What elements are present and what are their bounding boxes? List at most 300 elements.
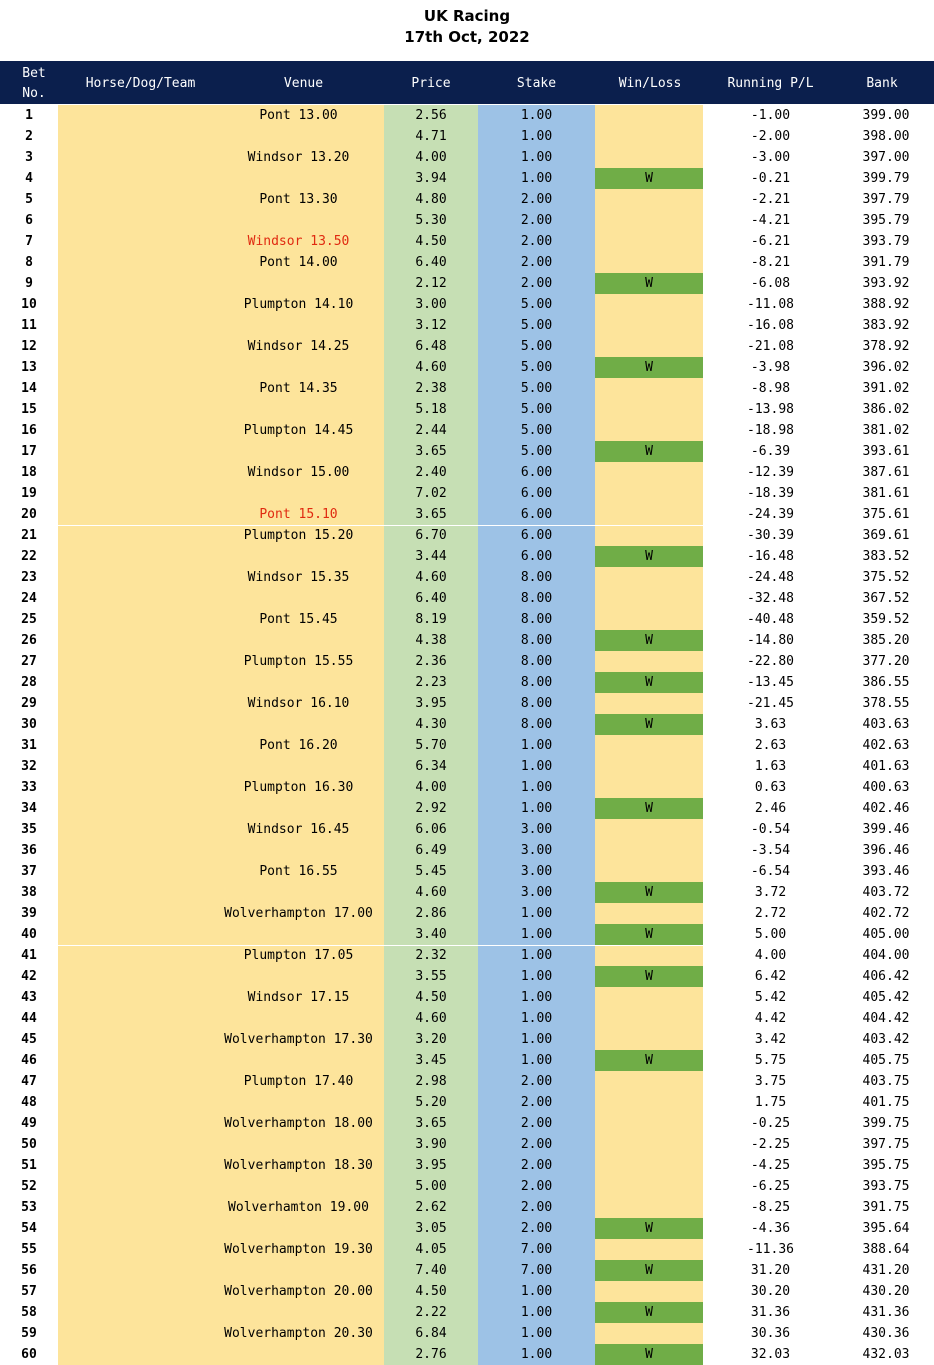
running-pl-cell[interactable]: -18.98 bbox=[747, 423, 794, 438]
stake-cell[interactable]: 1.00 bbox=[478, 105, 595, 126]
winloss-cell[interactable]: W bbox=[595, 273, 703, 294]
running-pl-cell[interactable]: 4.00 bbox=[754, 948, 787, 963]
venue-cell[interactable] bbox=[213, 1134, 384, 1155]
price-cell[interactable]: 6.49 bbox=[384, 840, 478, 861]
price-cell[interactable]: 2.44 bbox=[384, 420, 478, 441]
running-pl-cell[interactable]: -2.21 bbox=[750, 192, 791, 207]
winloss-cell[interactable] bbox=[595, 210, 703, 231]
bank-cell[interactable]: 397.79 bbox=[862, 192, 910, 207]
venue-cell[interactable] bbox=[213, 1218, 384, 1239]
price-cell[interactable]: 4.60 bbox=[384, 1008, 478, 1029]
bank-cell[interactable]: 383.92 bbox=[862, 318, 910, 333]
bet-number-cell[interactable]: 54 bbox=[21, 1221, 37, 1236]
price-cell[interactable]: 7.02 bbox=[384, 483, 478, 504]
horse-cell[interactable] bbox=[58, 672, 213, 693]
bank-cell[interactable]: 403.72 bbox=[862, 885, 910, 900]
running-pl-cell[interactable]: 2.46 bbox=[754, 801, 787, 816]
price-cell[interactable]: 3.12 bbox=[384, 315, 478, 336]
winloss-cell[interactable] bbox=[595, 987, 703, 1008]
horse-cell[interactable] bbox=[58, 609, 213, 630]
running-pl-cell[interactable]: -3.98 bbox=[750, 360, 791, 375]
stake-cell[interactable]: 8.00 bbox=[478, 588, 595, 609]
bank-cell[interactable]: 378.55 bbox=[862, 696, 910, 711]
horse-cell[interactable] bbox=[58, 924, 213, 945]
stake-cell[interactable]: 6.00 bbox=[478, 546, 595, 567]
venue-cell[interactable] bbox=[213, 441, 384, 462]
price-cell[interactable]: 2.23 bbox=[384, 672, 478, 693]
running-pl-cell[interactable]: -21.08 bbox=[747, 339, 794, 354]
horse-cell[interactable] bbox=[58, 1260, 213, 1281]
stake-cell[interactable]: 1.00 bbox=[478, 1029, 595, 1050]
horse-cell[interactable] bbox=[58, 420, 213, 441]
stake-cell[interactable]: 2.00 bbox=[478, 1155, 595, 1176]
bank-cell[interactable]: 369.61 bbox=[862, 528, 910, 543]
winloss-cell[interactable] bbox=[595, 126, 703, 147]
winloss-cell[interactable] bbox=[595, 525, 703, 546]
bet-number-cell[interactable]: 57 bbox=[21, 1284, 37, 1299]
bank-cell[interactable]: 381.61 bbox=[862, 486, 910, 501]
winloss-cell[interactable] bbox=[595, 777, 703, 798]
venue-cell[interactable]: Wolverhampton 19.30 bbox=[213, 1239, 384, 1260]
bet-number-cell[interactable]: 45 bbox=[21, 1032, 37, 1047]
price-cell[interactable]: 3.44 bbox=[384, 546, 478, 567]
venue-cell[interactable]: Wolverhampton 18.00 bbox=[213, 1113, 384, 1134]
price-cell[interactable]: 4.05 bbox=[384, 1239, 478, 1260]
bet-number-cell[interactable]: 7 bbox=[25, 234, 33, 249]
bank-cell[interactable]: 405.00 bbox=[862, 927, 910, 942]
horse-cell[interactable] bbox=[58, 525, 213, 546]
stake-cell[interactable]: 1.00 bbox=[478, 168, 595, 189]
bet-number-cell[interactable]: 37 bbox=[21, 864, 37, 879]
bank-cell[interactable]: 402.72 bbox=[862, 906, 910, 921]
horse-cell[interactable] bbox=[58, 378, 213, 399]
bank-cell[interactable]: 399.00 bbox=[862, 108, 910, 123]
horse-cell[interactable] bbox=[58, 126, 213, 147]
bet-number-cell[interactable]: 40 bbox=[21, 927, 37, 942]
running-pl-cell[interactable]: -13.98 bbox=[747, 402, 794, 417]
bank-cell[interactable]: 401.63 bbox=[862, 759, 910, 774]
venue-cell[interactable] bbox=[213, 672, 384, 693]
stake-cell[interactable]: 8.00 bbox=[478, 567, 595, 588]
price-cell[interactable]: 4.60 bbox=[384, 567, 478, 588]
stake-cell[interactable]: 2.00 bbox=[478, 1071, 595, 1092]
venue-cell[interactable] bbox=[213, 315, 384, 336]
stake-cell[interactable]: 1.00 bbox=[478, 924, 595, 945]
running-pl-cell[interactable]: 30.36 bbox=[750, 1326, 791, 1341]
venue-cell[interactable]: Plumpton 17.05 bbox=[213, 945, 384, 966]
venue-cell[interactable]: Plumpton 17.40 bbox=[213, 1071, 384, 1092]
bank-cell[interactable]: 406.42 bbox=[862, 969, 910, 984]
running-pl-cell[interactable]: -40.48 bbox=[747, 612, 794, 627]
bet-number-cell[interactable]: 58 bbox=[21, 1305, 37, 1320]
bank-cell[interactable]: 381.02 bbox=[862, 423, 910, 438]
bet-number-cell[interactable]: 14 bbox=[21, 381, 37, 396]
horse-cell[interactable] bbox=[58, 1113, 213, 1134]
stake-cell[interactable]: 7.00 bbox=[478, 1260, 595, 1281]
winloss-cell[interactable] bbox=[595, 483, 703, 504]
bank-cell[interactable]: 386.55 bbox=[862, 675, 910, 690]
winloss-cell[interactable] bbox=[595, 1029, 703, 1050]
bank-cell[interactable]: 375.61 bbox=[862, 507, 910, 522]
stake-cell[interactable]: 1.00 bbox=[478, 945, 595, 966]
venue-cell[interactable]: Plumpton 14.45 bbox=[213, 420, 384, 441]
running-pl-cell[interactable]: -6.08 bbox=[750, 276, 791, 291]
winloss-cell[interactable] bbox=[595, 945, 703, 966]
venue-cell[interactable] bbox=[213, 714, 384, 735]
winloss-cell[interactable] bbox=[595, 105, 703, 126]
stake-cell[interactable]: 8.00 bbox=[478, 693, 595, 714]
bank-cell[interactable]: 367.52 bbox=[862, 591, 910, 606]
running-pl-cell[interactable]: -0.54 bbox=[750, 822, 791, 837]
bank-cell[interactable]: 405.42 bbox=[862, 990, 910, 1005]
venue-cell[interactable]: Pont 15.10 bbox=[213, 504, 384, 525]
winloss-cell[interactable] bbox=[595, 819, 703, 840]
stake-cell[interactable]: 8.00 bbox=[478, 630, 595, 651]
running-pl-cell[interactable]: -13.45 bbox=[747, 675, 794, 690]
bet-number-cell[interactable]: 15 bbox=[21, 402, 37, 417]
running-pl-cell[interactable]: 2.72 bbox=[754, 906, 787, 921]
bank-cell[interactable]: 377.20 bbox=[862, 654, 910, 669]
price-cell[interactable]: 7.40 bbox=[384, 1260, 478, 1281]
venue-cell[interactable]: Pont 14.00 bbox=[213, 252, 384, 273]
stake-cell[interactable]: 5.00 bbox=[478, 315, 595, 336]
bank-cell[interactable]: 397.75 bbox=[862, 1137, 910, 1152]
horse-cell[interactable] bbox=[58, 840, 213, 861]
running-pl-cell[interactable]: -21.45 bbox=[747, 696, 794, 711]
bank-cell[interactable]: 400.63 bbox=[862, 780, 910, 795]
stake-cell[interactable]: 2.00 bbox=[478, 1092, 595, 1113]
running-pl-cell[interactable]: -24.39 bbox=[747, 507, 794, 522]
venue-cell[interactable] bbox=[213, 210, 384, 231]
venue-cell[interactable] bbox=[213, 630, 384, 651]
venue-cell[interactable] bbox=[213, 357, 384, 378]
winloss-cell[interactable] bbox=[595, 420, 703, 441]
bet-number-cell[interactable]: 35 bbox=[21, 822, 37, 837]
bet-number-cell[interactable]: 13 bbox=[21, 360, 37, 375]
horse-cell[interactable] bbox=[58, 987, 213, 1008]
bank-cell[interactable]: 396.02 bbox=[862, 360, 910, 375]
running-pl-cell[interactable]: 1.63 bbox=[754, 759, 787, 774]
horse-cell[interactable] bbox=[58, 252, 213, 273]
winloss-cell[interactable] bbox=[595, 462, 703, 483]
bet-number-cell[interactable]: 56 bbox=[21, 1263, 37, 1278]
stake-cell[interactable]: 2.00 bbox=[478, 231, 595, 252]
horse-cell[interactable] bbox=[58, 798, 213, 819]
running-pl-cell[interactable]: -24.48 bbox=[747, 570, 794, 585]
winloss-cell[interactable]: W bbox=[595, 630, 703, 651]
price-cell[interactable]: 4.50 bbox=[384, 1281, 478, 1302]
venue-cell[interactable]: Windsor 16.45 bbox=[213, 819, 384, 840]
venue-cell[interactable] bbox=[213, 483, 384, 504]
price-cell[interactable]: 3.45 bbox=[384, 1050, 478, 1071]
venue-cell[interactable] bbox=[213, 882, 384, 903]
stake-cell[interactable]: 2.00 bbox=[478, 1197, 595, 1218]
stake-cell[interactable]: 6.00 bbox=[478, 462, 595, 483]
running-pl-cell[interactable]: 3.42 bbox=[754, 1032, 787, 1047]
winloss-cell[interactable] bbox=[595, 1323, 703, 1344]
running-pl-cell[interactable]: -32.48 bbox=[747, 591, 794, 606]
horse-cell[interactable] bbox=[58, 147, 213, 168]
bank-cell[interactable]: 397.00 bbox=[862, 150, 910, 165]
venue-cell[interactable]: Wolverhampton 20.30 bbox=[213, 1323, 384, 1344]
horse-cell[interactable] bbox=[58, 903, 213, 924]
bet-number-cell[interactable]: 20 bbox=[21, 507, 37, 522]
price-cell[interactable]: 3.65 bbox=[384, 1113, 478, 1134]
bet-number-cell[interactable]: 3 bbox=[25, 150, 33, 165]
price-cell[interactable]: 2.98 bbox=[384, 1071, 478, 1092]
bank-cell[interactable]: 393.92 bbox=[862, 276, 910, 291]
venue-cell[interactable] bbox=[213, 966, 384, 987]
bet-number-cell[interactable]: 26 bbox=[21, 633, 37, 648]
venue-cell[interactable] bbox=[213, 273, 384, 294]
bet-number-cell[interactable]: 27 bbox=[21, 654, 37, 669]
winloss-cell[interactable] bbox=[595, 315, 703, 336]
horse-cell[interactable] bbox=[58, 336, 213, 357]
winloss-cell[interactable] bbox=[595, 1155, 703, 1176]
price-cell[interactable]: 4.00 bbox=[384, 777, 478, 798]
horse-cell[interactable] bbox=[58, 630, 213, 651]
venue-cell[interactable] bbox=[213, 546, 384, 567]
bet-number-cell[interactable]: 24 bbox=[21, 591, 37, 606]
winloss-cell[interactable] bbox=[595, 609, 703, 630]
running-pl-cell[interactable]: 31.36 bbox=[750, 1305, 791, 1320]
horse-cell[interactable] bbox=[58, 189, 213, 210]
running-pl-cell[interactable]: -16.48 bbox=[747, 549, 794, 564]
bet-number-cell[interactable]: 12 bbox=[21, 339, 37, 354]
horse-cell[interactable] bbox=[58, 882, 213, 903]
running-pl-cell[interactable]: 5.75 bbox=[754, 1053, 787, 1068]
horse-cell[interactable] bbox=[58, 966, 213, 987]
bank-cell[interactable]: 393.61 bbox=[862, 444, 910, 459]
bet-number-cell[interactable]: 31 bbox=[21, 738, 37, 753]
stake-cell[interactable]: 6.00 bbox=[478, 525, 595, 546]
horse-cell[interactable] bbox=[58, 168, 213, 189]
winloss-cell[interactable] bbox=[595, 693, 703, 714]
stake-cell[interactable]: 1.00 bbox=[478, 798, 595, 819]
stake-cell[interactable]: 5.00 bbox=[478, 294, 595, 315]
running-pl-cell[interactable]: -11.36 bbox=[747, 1242, 794, 1257]
bank-cell[interactable]: 398.00 bbox=[862, 129, 910, 144]
bank-cell[interactable]: 395.64 bbox=[862, 1221, 910, 1236]
horse-cell[interactable] bbox=[58, 273, 213, 294]
bet-number-cell[interactable]: 23 bbox=[21, 570, 37, 585]
venue-cell[interactable]: Plumpton 15.55 bbox=[213, 651, 384, 672]
price-cell[interactable]: 4.71 bbox=[384, 126, 478, 147]
stake-cell[interactable]: 2.00 bbox=[478, 210, 595, 231]
bank-cell[interactable]: 385.20 bbox=[862, 633, 910, 648]
winloss-cell[interactable] bbox=[595, 861, 703, 882]
bank-cell[interactable]: 396.46 bbox=[862, 843, 910, 858]
price-cell[interactable]: 3.55 bbox=[384, 966, 478, 987]
horse-cell[interactable] bbox=[58, 483, 213, 504]
bet-number-cell[interactable]: 47 bbox=[21, 1074, 37, 1089]
winloss-cell[interactable] bbox=[595, 504, 703, 525]
running-pl-cell[interactable]: -16.08 bbox=[747, 318, 794, 333]
stake-cell[interactable]: 5.00 bbox=[478, 441, 595, 462]
stake-cell[interactable]: 2.00 bbox=[478, 1113, 595, 1134]
bet-number-cell[interactable]: 43 bbox=[21, 990, 37, 1005]
price-cell[interactable]: 2.40 bbox=[384, 462, 478, 483]
bet-number-cell[interactable]: 10 bbox=[21, 297, 37, 312]
bank-cell[interactable]: 430.20 bbox=[862, 1284, 910, 1299]
winloss-cell[interactable]: W bbox=[595, 1218, 703, 1239]
price-cell[interactable]: 4.60 bbox=[384, 357, 478, 378]
running-pl-cell[interactable]: 5.00 bbox=[754, 927, 787, 942]
price-cell[interactable]: 2.86 bbox=[384, 903, 478, 924]
winloss-cell[interactable] bbox=[595, 336, 703, 357]
horse-cell[interactable] bbox=[58, 1092, 213, 1113]
price-cell[interactable]: 6.06 bbox=[384, 819, 478, 840]
bet-number-cell[interactable]: 53 bbox=[21, 1200, 37, 1215]
price-cell[interactable]: 3.90 bbox=[384, 1134, 478, 1155]
running-pl-cell[interactable]: -8.21 bbox=[750, 255, 791, 270]
price-cell[interactable]: 2.12 bbox=[384, 273, 478, 294]
bank-cell[interactable]: 383.52 bbox=[862, 549, 910, 564]
horse-cell[interactable] bbox=[58, 105, 213, 126]
stake-cell[interactable]: 1.00 bbox=[478, 777, 595, 798]
running-pl-cell[interactable]: -2.25 bbox=[750, 1137, 791, 1152]
stake-cell[interactable]: 3.00 bbox=[478, 861, 595, 882]
horse-cell[interactable] bbox=[58, 1134, 213, 1155]
bet-number-cell[interactable]: 34 bbox=[21, 801, 37, 816]
winloss-cell[interactable] bbox=[595, 231, 703, 252]
stake-cell[interactable]: 5.00 bbox=[478, 399, 595, 420]
bet-number-cell[interactable]: 4 bbox=[25, 171, 33, 186]
running-pl-cell[interactable]: 3.63 bbox=[754, 717, 787, 732]
price-cell[interactable]: 4.60 bbox=[384, 882, 478, 903]
stake-cell[interactable]: 2.00 bbox=[478, 189, 595, 210]
stake-cell[interactable]: 1.00 bbox=[478, 735, 595, 756]
bet-number-cell[interactable]: 60 bbox=[21, 1347, 37, 1362]
running-pl-cell[interactable]: -18.39 bbox=[747, 486, 794, 501]
bet-number-cell[interactable]: 55 bbox=[21, 1242, 37, 1257]
winloss-cell[interactable] bbox=[595, 588, 703, 609]
horse-cell[interactable] bbox=[58, 357, 213, 378]
bet-number-cell[interactable]: 48 bbox=[21, 1095, 37, 1110]
venue-cell[interactable]: Windsor 14.25 bbox=[213, 336, 384, 357]
venue-cell[interactable]: Plumpton 16.30 bbox=[213, 777, 384, 798]
winloss-cell[interactable] bbox=[595, 294, 703, 315]
horse-cell[interactable] bbox=[58, 588, 213, 609]
bank-cell[interactable]: 399.46 bbox=[862, 822, 910, 837]
bank-cell[interactable]: 403.63 bbox=[862, 717, 910, 732]
bet-number-cell[interactable]: 30 bbox=[21, 717, 37, 732]
stake-cell[interactable]: 1.00 bbox=[478, 1281, 595, 1302]
bank-cell[interactable]: 378.92 bbox=[862, 339, 910, 354]
bet-number-cell[interactable]: 29 bbox=[21, 696, 37, 711]
price-cell[interactable]: 2.32 bbox=[384, 945, 478, 966]
running-pl-cell[interactable]: -8.25 bbox=[750, 1200, 791, 1215]
venue-cell[interactable] bbox=[213, 1344, 384, 1365]
running-pl-cell[interactable]: -1.00 bbox=[750, 108, 791, 123]
bet-number-cell[interactable]: 8 bbox=[25, 255, 33, 270]
bet-number-cell[interactable]: 33 bbox=[21, 780, 37, 795]
winloss-cell[interactable]: W bbox=[595, 546, 703, 567]
venue-cell[interactable] bbox=[213, 840, 384, 861]
price-cell[interactable]: 6.40 bbox=[384, 588, 478, 609]
winloss-cell[interactable] bbox=[595, 1008, 703, 1029]
stake-cell[interactable]: 5.00 bbox=[478, 420, 595, 441]
running-pl-cell[interactable]: -22.80 bbox=[747, 654, 794, 669]
price-cell[interactable]: 5.20 bbox=[384, 1092, 478, 1113]
horse-cell[interactable] bbox=[58, 441, 213, 462]
venue-cell[interactable] bbox=[213, 1260, 384, 1281]
stake-cell[interactable]: 6.00 bbox=[478, 483, 595, 504]
bet-number-cell[interactable]: 21 bbox=[21, 528, 37, 543]
winloss-cell[interactable]: W bbox=[595, 441, 703, 462]
running-pl-cell[interactable]: -6.21 bbox=[750, 234, 791, 249]
horse-cell[interactable] bbox=[58, 1323, 213, 1344]
stake-cell[interactable]: 8.00 bbox=[478, 714, 595, 735]
price-cell[interactable]: 6.34 bbox=[384, 756, 478, 777]
running-pl-cell[interactable]: -3.00 bbox=[750, 150, 791, 165]
stake-cell[interactable]: 3.00 bbox=[478, 819, 595, 840]
venue-cell[interactable]: Plumpton 14.10 bbox=[213, 294, 384, 315]
winloss-cell[interactable] bbox=[595, 189, 703, 210]
bet-number-cell[interactable]: 5 bbox=[25, 192, 33, 207]
horse-cell[interactable] bbox=[58, 315, 213, 336]
bet-number-cell[interactable]: 11 bbox=[21, 318, 37, 333]
winloss-cell[interactable] bbox=[595, 1281, 703, 1302]
bank-cell[interactable]: 388.64 bbox=[862, 1242, 910, 1257]
winloss-cell[interactable]: W bbox=[595, 1302, 703, 1323]
bank-cell[interactable]: 399.75 bbox=[862, 1116, 910, 1131]
venue-cell[interactable] bbox=[213, 1092, 384, 1113]
running-pl-cell[interactable]: 32.03 bbox=[750, 1347, 791, 1362]
horse-cell[interactable] bbox=[58, 945, 213, 966]
price-cell[interactable]: 4.00 bbox=[384, 147, 478, 168]
stake-cell[interactable]: 1.00 bbox=[478, 126, 595, 147]
horse-cell[interactable] bbox=[58, 861, 213, 882]
stake-cell[interactable]: 5.00 bbox=[478, 336, 595, 357]
price-cell[interactable]: 6.84 bbox=[384, 1323, 478, 1344]
venue-cell[interactable] bbox=[213, 588, 384, 609]
bet-number-cell[interactable]: 25 bbox=[21, 612, 37, 627]
venue-cell[interactable]: Plumpton 15.20 bbox=[213, 525, 384, 546]
bet-number-cell[interactable]: 44 bbox=[21, 1011, 37, 1026]
bank-cell[interactable]: 430.36 bbox=[862, 1326, 910, 1341]
bet-number-cell[interactable]: 1 bbox=[25, 108, 33, 123]
horse-cell[interactable] bbox=[58, 1302, 213, 1323]
winloss-cell[interactable] bbox=[595, 756, 703, 777]
winloss-cell[interactable] bbox=[595, 735, 703, 756]
horse-cell[interactable] bbox=[58, 819, 213, 840]
price-cell[interactable]: 5.18 bbox=[384, 399, 478, 420]
stake-cell[interactable]: 2.00 bbox=[478, 252, 595, 273]
bet-number-cell[interactable]: 42 bbox=[21, 969, 37, 984]
winloss-cell[interactable] bbox=[595, 567, 703, 588]
bank-cell[interactable]: 393.75 bbox=[862, 1179, 910, 1194]
winloss-cell[interactable]: W bbox=[595, 1260, 703, 1281]
stake-cell[interactable]: 2.00 bbox=[478, 1176, 595, 1197]
bet-number-cell[interactable]: 18 bbox=[21, 465, 37, 480]
venue-cell[interactable]: Windsor 13.50 bbox=[213, 231, 384, 252]
running-pl-cell[interactable]: 6.42 bbox=[754, 969, 787, 984]
bank-cell[interactable]: 391.02 bbox=[862, 381, 910, 396]
stake-cell[interactable]: 1.00 bbox=[478, 987, 595, 1008]
stake-cell[interactable]: 5.00 bbox=[478, 378, 595, 399]
price-cell[interactable]: 2.76 bbox=[384, 1344, 478, 1365]
winloss-cell[interactable] bbox=[595, 1239, 703, 1260]
stake-cell[interactable]: 1.00 bbox=[478, 1323, 595, 1344]
winloss-cell[interactable]: W bbox=[595, 672, 703, 693]
stake-cell[interactable]: 1.00 bbox=[478, 756, 595, 777]
price-cell[interactable]: 4.50 bbox=[384, 987, 478, 1008]
horse-cell[interactable] bbox=[58, 1176, 213, 1197]
bet-number-cell[interactable]: 32 bbox=[21, 759, 37, 774]
running-pl-cell[interactable]: -12.39 bbox=[747, 465, 794, 480]
horse-cell[interactable] bbox=[58, 1218, 213, 1239]
